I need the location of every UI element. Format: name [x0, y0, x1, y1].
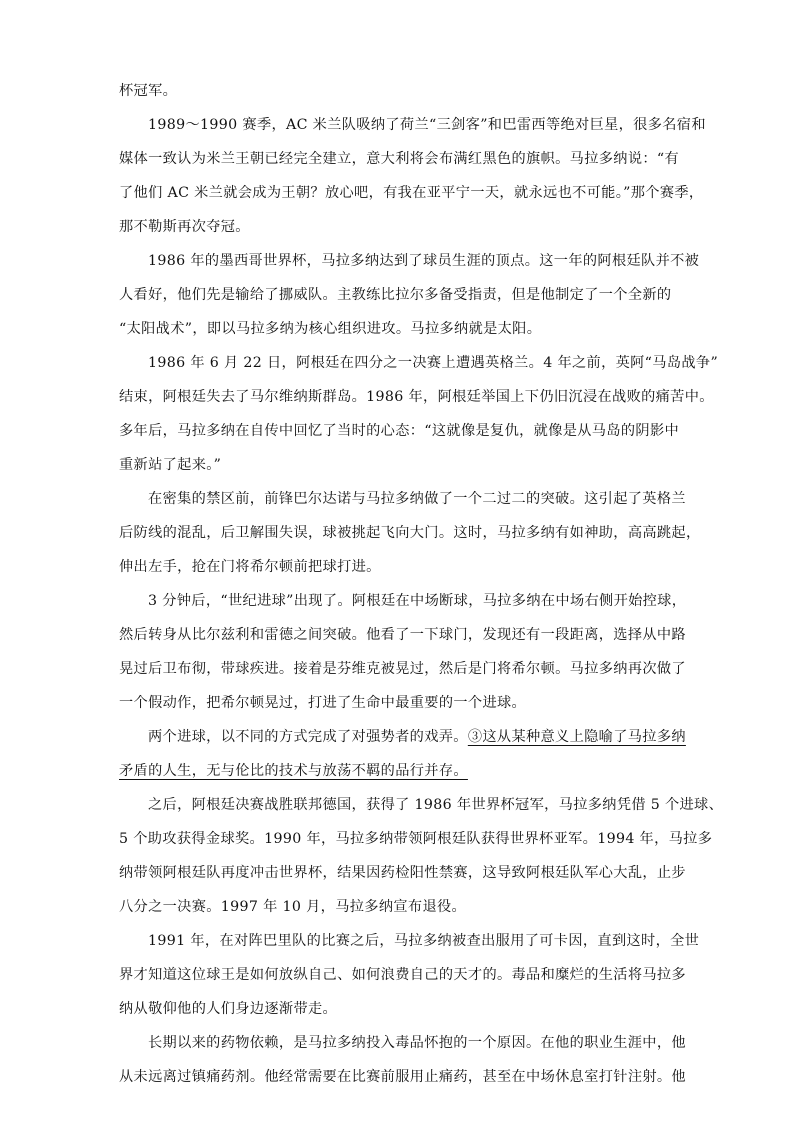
line-text: 纳从敬仰他的人们身边逐渐带走。	[119, 1001, 338, 1017]
paragraph	[119, 244, 700, 346]
line-text: 媒体一致认为米兰王朝已经完全建立，意大利将会布满红黑色的旗帜。马拉多纳说：“有	[119, 151, 680, 167]
text-line	[119, 278, 684, 312]
text-line	[119, 890, 684, 924]
text-line	[119, 1026, 684, 1060]
line-text: 在密集的禁区前，前锋巴尔达诺与马拉多纳做了一个二过二的突破。这引起了英格兰	[148, 491, 686, 507]
text-line	[119, 244, 700, 278]
line-text: 了他们 AC 米兰就会成为王朝？放心吧，有我在亚平宁一天，就永远也不可能。”那个赛季，	[119, 185, 704, 201]
paragraph	[119, 584, 687, 720]
line-text: 然后转身从比尔兹利和雷德之间突破。他看了一下球门，发现还有一段距离，选择从中路	[119, 627, 686, 643]
line-text: 晃过后卫布彻，带球疾进。接着是芬维克被晃过，然后是门将希尔顿。马拉多纳再次做了	[119, 661, 686, 677]
text-line	[119, 584, 687, 618]
text-line	[119, 346, 719, 380]
line-text: 1989～1990 赛季，AC 米兰队吸纳了荷兰“三剑客”和巴雷西等绝对巨星，很多名宿和	[148, 117, 706, 133]
line-text: 纳带领阿根廷队再度冲击世界杯，结果因药检阳性禁赛，这导致阿根廷队军心大乱，止步	[119, 865, 686, 881]
paragraph	[119, 346, 719, 482]
paragraph	[119, 482, 701, 584]
line-text: 重新站了起来。”	[119, 457, 222, 473]
line-text: 1986 年的墨西哥世界杯，马拉多纳达到了球员生涯的顶点。这一年的阿根廷队并不被	[148, 253, 700, 269]
text-line	[119, 516, 701, 550]
text-line	[119, 1060, 684, 1094]
paragraph	[119, 788, 724, 924]
text-line	[119, 788, 724, 822]
paragraph	[119, 108, 706, 244]
line-text: 一个假动作，把希尔顿晃过，打进了生命中最重要的一个进球。	[119, 695, 527, 711]
line-text: 那不勒斯再次夺冠。	[119, 219, 250, 235]
line-text: 1991 年，在对阵巴里队的比赛之后，马拉多纳被查出服用了可卡因，直到这时，全世	[148, 933, 700, 949]
line-text: 伸出左手，抢在门将希尔顿前把球打进。	[119, 559, 381, 575]
text-line	[119, 142, 684, 176]
text-line	[119, 754, 684, 788]
line-text: 5 个助攻获得金球奖。1990 年，马拉多纳带领阿根廷队获得世界杯亚军。1994 年，马拉多	[119, 831, 713, 847]
line-text: 多年后，马拉多纳在自传中回忆了当时的心态：“这就像是复仇，就像是从马岛的阴影中	[119, 423, 680, 439]
text-line	[119, 924, 700, 958]
text-line	[119, 720, 684, 754]
line-text: 两个进球，以不同的方式完成了对强势者的戏弄。	[148, 729, 468, 745]
text-line	[119, 618, 684, 652]
text-line	[119, 482, 684, 516]
text-line	[119, 958, 684, 992]
text-line	[119, 550, 684, 584]
text-line	[119, 686, 684, 720]
text-line	[119, 108, 706, 142]
text-line	[119, 652, 684, 686]
text-line	[119, 210, 684, 244]
text-line	[119, 176, 704, 210]
line-text: 结束，阿根廷失去了马尔维纳斯群岛。1986 年，阿根廷举国上下仍旧沉浸在战败的痛苦中。	[119, 389, 714, 405]
text-line	[119, 448, 684, 482]
paragraph	[119, 924, 700, 1026]
underlined-sentence: 矛盾的人生，无与伦比的技术与放荡不羁的品行并存。	[119, 763, 468, 779]
text-line	[119, 992, 684, 1026]
underlined-sentence: ③这从某种意义上隐喻了马拉多纳	[467, 729, 686, 745]
line-text: 从未远离过镇痛药剂。他经常需要在比赛前服用止痛药，甚至在中场休息室打针注射。他	[119, 1069, 686, 1085]
line-text: 1986 年 6 月 22 日，阿根廷在四分之一决赛上遭遇英格兰。4 年之前，英阿“马岛战争”	[148, 355, 719, 371]
paragraph	[119, 720, 684, 788]
text-line	[119, 414, 684, 448]
line-text: 人看好，他们先是输给了挪威队。主教练比拉尔多备受指责，但是他制定了一个全新的	[119, 287, 672, 303]
line-text: 之后，阿根廷决赛战胜联邦德国，获得了 1986 年世界杯冠军，马拉多纳凭借 5 个进球、	[148, 797, 724, 813]
line-text: 长期以来的药物依赖，是马拉多纳投入毒品怀抱的一个原因。在他的职业生涯中，他	[148, 1035, 686, 1051]
line-text: 后防线的混乱，后卫解围失误，球被挑起飞向大门。这时，马拉多纳有如神助，高高跳起，	[119, 525, 701, 541]
line-text: 界才知道这位球王是如何放纵自己、如何浪费自己的天才的。毒品和糜烂的生活将马拉多	[119, 967, 686, 983]
text-line	[119, 312, 684, 346]
text-line	[119, 74, 684, 108]
text-line	[119, 380, 714, 414]
line-text: 八分之一决赛。1997 年 10 月，马拉多纳宣布退役。	[119, 899, 467, 915]
paragraph	[119, 1026, 684, 1094]
line-text: 杯冠军。	[119, 83, 178, 99]
paragraph	[119, 74, 684, 108]
line-text: 3 分钟后，“世纪进球”出现了。阿根廷在中场断球，马拉多纳在中场右侧开始控球，	[148, 593, 687, 609]
text-line	[119, 856, 684, 890]
line-text: “太阳战术”，即以马拉多纳为核心组织进攻。马拉多纳就是太阳。	[119, 321, 542, 337]
text-line	[119, 822, 713, 856]
